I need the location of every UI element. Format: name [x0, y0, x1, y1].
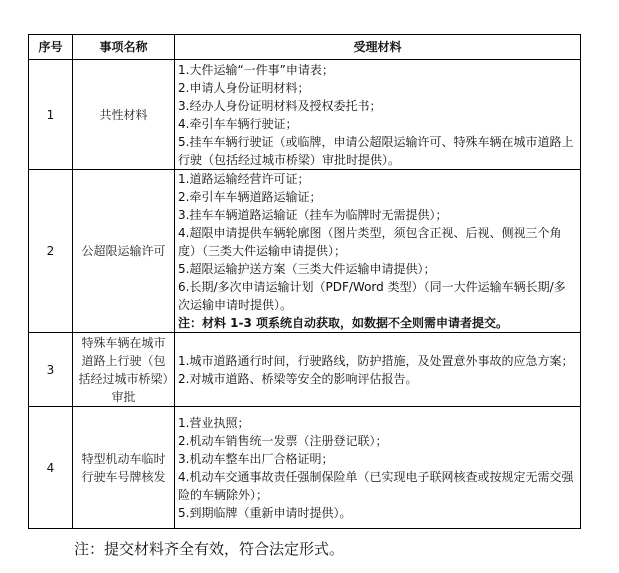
row-number: 3: [29, 333, 73, 407]
material-item: 4.机动车交通事故责任强制保险单（已实现电子联网核查或按规定无需交强险的车辆除外）；: [178, 469, 574, 502]
table-header-row: [29, 35, 581, 60]
row-materials: [175, 407, 581, 529]
header-serial: 序号: [29, 35, 73, 60]
material-item: 5.挂车车辆行驶证（或临牌，申请公超限运输许可、特殊车辆在城市道路上行驶（包括经过城市桥梁）审批时提供）。: [178, 134, 574, 167]
material-item: 2.机动车销售统一发票（注册登记联）；: [178, 433, 388, 448]
material-item: 3.挂车车辆道路运输证（挂车为临牌时无需提供）；: [178, 208, 448, 222]
material-item: 1.营业执照；: [178, 415, 250, 430]
table-row: [29, 333, 581, 407]
row-number: 4: [29, 407, 73, 529]
material-item: 6.长期/多次申请运输计划（PDF/Word 类型）（同一大件运输车辆长期/多次运输申请时提供）。: [178, 280, 566, 312]
row-materials: [175, 333, 581, 407]
row-item-name: 特殊车辆在城市道路上行驶（包括经过城市桥梁）审批: [73, 333, 175, 407]
table-row: [29, 170, 581, 333]
material-item: 2.牵引车车辆道路运输证；: [178, 190, 322, 204]
header-materials: 受理材料: [175, 35, 581, 60]
row-materials: [175, 170, 581, 333]
material-item: 4.超限申请提供车辆轮廓图（图片类型，须包含正视、后视、侧视三个角度）（三类大件运输申请提供）；: [178, 226, 562, 258]
material-item: 3.经办人身份证明材料及授权委托书；: [178, 98, 382, 113]
row-item-name: 公超限运输许可: [73, 170, 175, 333]
material-item: 1.大件运输“一件事”申请表；: [178, 62, 334, 77]
material-item: 5.超限运输护送方案（三类大件运输申请提供）；: [178, 262, 436, 276]
material-item: 4.牵引车车辆行驶证；: [178, 116, 298, 131]
material-item: 5.到期临牌（重新申请时提供）。: [178, 505, 352, 520]
header-item-name: 事项名称: [73, 35, 175, 60]
materials-table: [28, 34, 581, 529]
material-item: 1.道路运输经营许可证；: [178, 172, 310, 186]
row-number: 1: [29, 60, 73, 170]
material-item: 2.对城市道路、桥梁等安全的影响评估报告。: [178, 371, 418, 386]
row-number: 2: [29, 170, 73, 333]
footnote: 注：提交材料齐全有效，符合法定形式。: [74, 540, 345, 558]
table-row: [29, 407, 581, 529]
row-materials: [175, 60, 581, 170]
row-note: 注：材料 1-3 项系统自动获取，如数据不全则需申请者提交。: [178, 316, 509, 330]
table-row: [29, 60, 581, 170]
material-item: 2.申请人身份证明材料；: [178, 80, 310, 95]
material-item: 3.机动车整车出厂合格证明；: [178, 451, 334, 466]
row-item-name: 共性材料: [73, 60, 175, 170]
material-item: 1.城市道路通行时间，行驶路线，防护措施，及处置意外事故的应急方案；: [178, 353, 574, 368]
row-item-name: 特型机动车临时行驶车号牌核发: [73, 407, 175, 529]
